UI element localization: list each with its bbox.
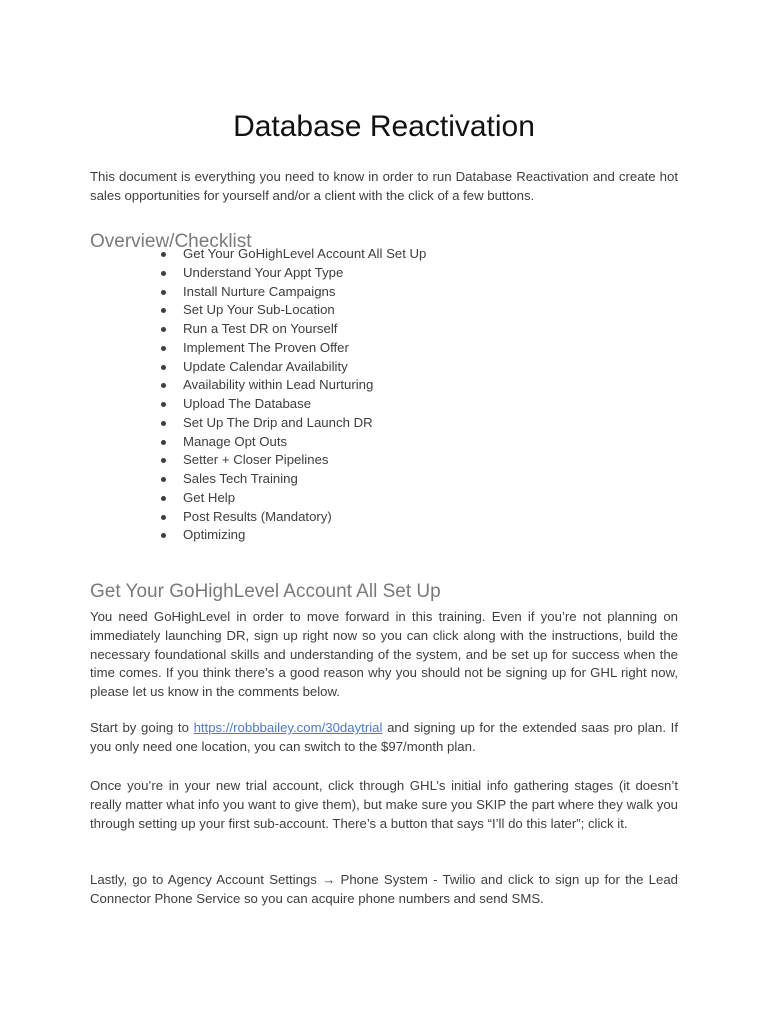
checklist-item: Sales Tech Training [90, 470, 678, 489]
robbbailey-trial-link[interactable]: https://robbbailey.com/30daytrial [193, 720, 383, 736]
checklist-item: Install Nurture Campaigns [90, 283, 678, 302]
gohighlevel-section-heading: Get Your GoHighLevel Account All Set Up [90, 580, 441, 602]
trial-signup-text-after: and signing up for the extended saas pro plan. If you only need one location, you can switch to the $97/month plan. [90, 720, 678, 754]
paragraph-trial-signup [90, 719, 678, 757]
paragraph-trial-account-steps: Once you’re in your new trial account, click through GHL’s initial info gathering stages (it doesn’t really matter what info you want to give them), but make sure you SKIP the part where they walk you through setting up your first sub-account. There’s a button that says “I’ll do this later”; click it. [90, 778, 678, 831]
checklist-item: Implement The Proven Offer [90, 339, 678, 358]
trial-signup-text-before: Start by going to [90, 720, 194, 736]
intro-paragraph: This document is everything you need to know in order to run Database Reactivation and create hot sales opportunities for yourself and/or a client with the click of a few buttons. [90, 169, 678, 203]
paragraph-twilio-phone-setup: Lastly, go to Agency Account Settings → Phone System - Twilio and click to sign up for the Lead Connector Phone Service so you can acquire phone numbers and send SMS. [90, 872, 678, 906]
checklist-item: Availability within Lead Nurturing [90, 376, 678, 395]
checklist-item: Manage Opt Outs [90, 433, 678, 452]
paragraph-ghl-signup-reason: You need GoHighLevel in order to move forward in this training. Even if you’re not planning on immediately launching DR, sign up right now so you can click along with the instructions, build the necessary foundational skills and understanding of the system, and be set up for success when the time comes. If you think there’s a good reason why you should not be signing up for GHL right now, please let us know in the comments below. [90, 609, 678, 700]
checklist-item: Update Calendar Availability [90, 358, 678, 377]
checklist-item: Get Help [90, 489, 678, 508]
overview-checklist-heading: Overview/Checklist [90, 230, 252, 252]
checklist-item: Set Up Your Sub-Location [90, 301, 678, 320]
checklist-item: Setter + Closer Pipelines [90, 451, 678, 470]
checklist-item: Understand Your Appt Type [90, 264, 678, 283]
document-title: Database Reactivation [233, 110, 535, 144]
checklist-item: Upload The Database [90, 395, 678, 414]
checklist-item: Get Your GoHighLevel Account All Set Up [90, 245, 678, 264]
overview-checklist [90, 245, 678, 545]
checklist-item: Run a Test DR on Yourself [90, 320, 678, 339]
checklist-item: Optimizing [90, 526, 678, 545]
checklist-item: Post Results (Mandatory) [90, 508, 678, 527]
checklist-item: Set Up The Drip and Launch DR [90, 414, 678, 433]
